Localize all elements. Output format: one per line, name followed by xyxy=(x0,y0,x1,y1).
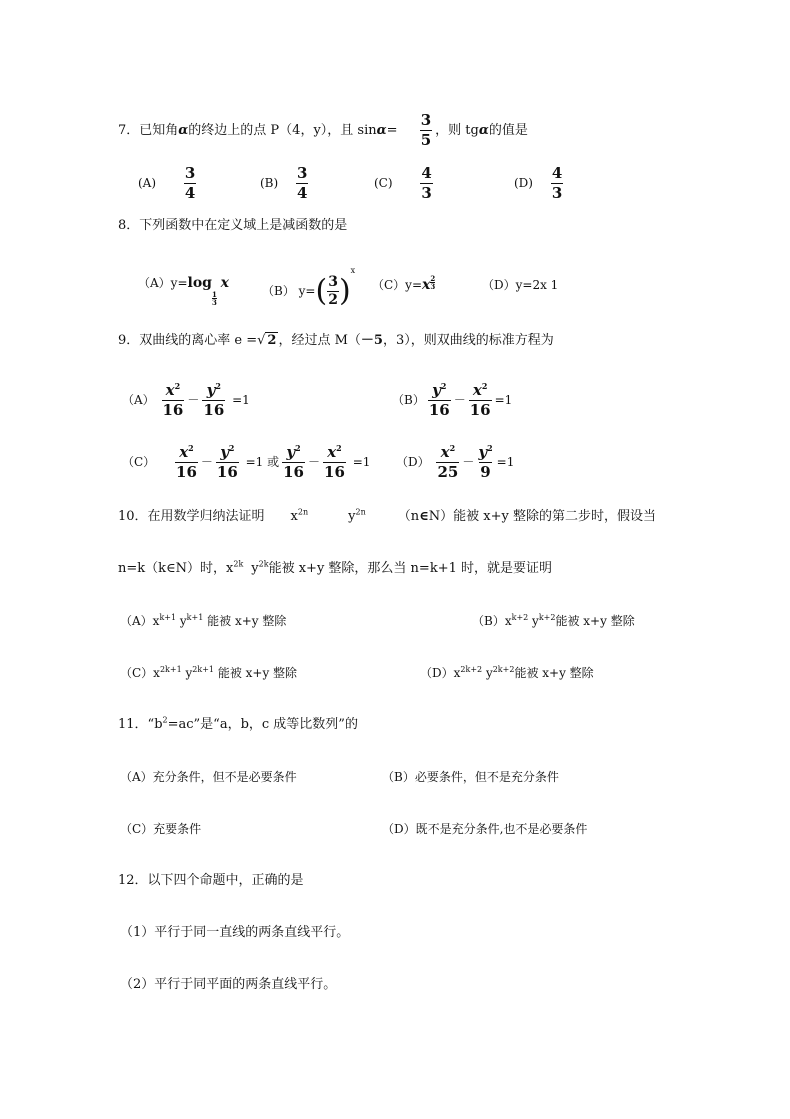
exponent: k+2 xyxy=(511,613,529,622)
q11-stem-text-b: =ac”是“a，b，c 成等比数列”的 xyxy=(167,717,358,732)
equals-one: =1 xyxy=(496,455,515,469)
equals-one: =1 xyxy=(352,455,371,469)
fraction-denominator: 16 xyxy=(203,401,225,419)
variable-x: x xyxy=(440,443,450,461)
q10-line2-text-a: n=k（k∈N）时，x xyxy=(118,561,234,576)
variable-y: y xyxy=(348,509,356,524)
fraction-denominator: 25 xyxy=(437,463,459,481)
exponent-fraction xyxy=(430,275,435,290)
exponent: 2 xyxy=(481,381,488,391)
q8-option-d[interactable]: （D）y=2x 1 xyxy=(482,278,559,292)
option-label: (C) xyxy=(374,176,393,190)
q11-option-c[interactable]: （C）充要条件 xyxy=(120,822,202,836)
fraction-numerator: 4 xyxy=(421,164,432,182)
variable-x: x xyxy=(165,381,175,399)
paren-right: ) xyxy=(338,273,351,309)
option-fraction xyxy=(175,444,198,481)
fraction-denominator: 3 xyxy=(551,184,563,202)
q7-stem-text-b: 的终边上的点 P（4，y），且 sin xyxy=(188,123,377,138)
fraction-denominator: 16 xyxy=(469,401,491,419)
option-fraction xyxy=(216,444,239,481)
exponent: 2k+1 xyxy=(159,665,182,674)
variable-x: x xyxy=(472,381,482,399)
option-fraction xyxy=(428,382,451,419)
equals-one: =1 xyxy=(232,393,250,407)
fraction-denominator: 9 xyxy=(480,463,491,481)
fraction-denominator: 16 xyxy=(428,401,450,419)
option-tail: 能被 x+y 整除 xyxy=(214,666,298,680)
option-fraction xyxy=(323,444,346,481)
q10-line2-text-c: 能被 x+y 整除，那么当 n=k+1 时，就是要证明 xyxy=(268,561,552,576)
option-fraction xyxy=(184,165,196,202)
option-label: （B） y= xyxy=(262,284,316,298)
minus-sign: － xyxy=(453,393,466,407)
log-symbol: log xyxy=(187,275,212,291)
exponent-denominator: 3 xyxy=(430,282,436,291)
exponent: 2 xyxy=(174,381,181,391)
exponent: 2 xyxy=(188,443,194,453)
variable-y: y xyxy=(181,666,193,680)
fraction-numerator: 4 xyxy=(551,164,563,182)
variable-x: x xyxy=(290,509,298,524)
option-label: （C）y= xyxy=(372,278,423,292)
q10-stem-text-a: 10．在用数学归纳法证明 xyxy=(118,509,265,524)
option-label: （D）x xyxy=(420,666,461,680)
exponent-numerator: 2 xyxy=(430,274,436,283)
minus-sign: － xyxy=(200,455,213,469)
equals-one: =1 xyxy=(494,393,513,407)
q7-stem-text-a: 7．已知角 xyxy=(118,123,179,138)
variable-x: x xyxy=(179,443,189,461)
option-label: （A）y= xyxy=(138,276,188,290)
point-x-value: －5 xyxy=(360,333,383,348)
sqrt-symbol: √ 2 xyxy=(257,333,277,348)
option-label: （B） xyxy=(392,393,425,407)
exponent: k+1 xyxy=(186,613,204,622)
q9-option-a[interactable] xyxy=(122,382,250,419)
q7-option-a[interactable] xyxy=(138,165,199,202)
fraction-denominator: 16 xyxy=(283,463,304,481)
fraction-numerator: 3 xyxy=(297,164,308,182)
q9-stem-text-b: ，经过点 M（ xyxy=(278,333,361,348)
fraction-denominator: 4 xyxy=(297,184,308,202)
option-label: （C）x xyxy=(120,666,160,680)
log-base-denominator: 3 xyxy=(211,298,217,307)
fraction-denominator: 16 xyxy=(216,463,238,481)
option-fraction xyxy=(436,444,459,481)
exponent: 2n xyxy=(297,507,309,517)
q7-stem xyxy=(118,112,528,149)
q11-stem-text-a: 11．“b xyxy=(118,717,163,732)
fraction-numerator: 3 xyxy=(184,164,196,182)
q9-option-b[interactable] xyxy=(392,382,512,419)
variable-y: y xyxy=(286,443,296,461)
q10-option-c[interactable] xyxy=(120,665,297,681)
exponent: 2k+2 xyxy=(492,665,515,674)
option-label: (B) xyxy=(260,176,279,190)
q9-option-c[interactable] xyxy=(122,444,370,481)
option-fraction xyxy=(202,382,225,419)
q11-option-a[interactable]: （A）充分条件，但不是必要条件 xyxy=(120,770,297,784)
exponent: 2 xyxy=(336,443,342,453)
exponent: 2 xyxy=(295,443,301,453)
minus-sign: － xyxy=(187,393,200,407)
option-tail: 能被 x+y 整除 xyxy=(555,614,635,628)
option-tail: 能被 x+y 整除 xyxy=(203,614,287,628)
paren-left: ( xyxy=(315,273,328,309)
exponent: 2k xyxy=(233,559,244,569)
q10-stem-line1 xyxy=(118,509,656,525)
q11-option-b[interactable]: （B）必要条件，但不是充分条件 xyxy=(382,770,559,784)
q7-stem-text-e: 的值是 xyxy=(488,123,528,138)
option-label: （C） xyxy=(122,455,156,469)
q7-stem-text-d: ，则 tg xyxy=(435,123,479,138)
option-label: （B）x xyxy=(472,614,512,628)
q10-option-d[interactable] xyxy=(420,665,594,681)
q9-stem-text-c: ，3），则双曲线的标准方程为 xyxy=(382,333,554,348)
q9-option-d[interactable] xyxy=(396,444,514,481)
q10-option-b[interactable] xyxy=(472,613,635,629)
option-fraction xyxy=(282,444,305,481)
fraction-denominator: 2 xyxy=(328,292,338,308)
q11-option-d[interactable]: （D）既不是充分条件,也不是必要条件 xyxy=(382,822,588,836)
q9-stem xyxy=(118,333,554,349)
exponent: x xyxy=(350,266,356,275)
q8-option-b[interactable] xyxy=(262,266,356,309)
fraction-denominator: 3 xyxy=(421,184,432,202)
variable-y: y xyxy=(220,443,229,461)
exponent: k+1 xyxy=(159,613,177,622)
option-label: （A） xyxy=(122,393,155,407)
q8-option-a[interactable] xyxy=(138,275,229,306)
q10-stem-text-c: N）能被 x+y 整除的第二步时，假设当 xyxy=(428,509,656,524)
variable-y: y xyxy=(251,561,259,576)
q10-stem-line2 xyxy=(118,561,552,577)
element-of-symbol: ∈ xyxy=(419,509,429,524)
fraction-denominator: 16 xyxy=(176,463,197,481)
option-fraction xyxy=(327,275,339,308)
variable-x: x xyxy=(422,277,431,293)
fraction-denominator: 16 xyxy=(162,401,184,419)
variable-y: y xyxy=(206,381,216,399)
exponent: k+2 xyxy=(538,613,556,622)
option-label: (A) xyxy=(138,176,157,190)
q12-item-2: （2）平行于同平面的两条直线平行。 xyxy=(120,977,337,992)
option-fraction xyxy=(162,382,185,419)
fraction-denominator: 16 xyxy=(324,463,345,481)
exponent: 2 xyxy=(440,381,447,391)
variable-y: y xyxy=(478,443,488,461)
fraction-denominator: 5 xyxy=(420,131,432,149)
equals-one-or: =1 或 xyxy=(245,455,280,469)
q12-item-1: （1）平行于同一直线的两条直线平行。 xyxy=(120,925,350,940)
sqrt-radicand: 2 xyxy=(267,333,277,348)
exponent: 2k xyxy=(258,559,269,569)
variable-y: y xyxy=(482,666,493,680)
variable-y: y xyxy=(432,381,441,399)
q7-option-c[interactable] xyxy=(374,165,436,202)
option-label: （A）x xyxy=(120,614,160,628)
minus-sign: － xyxy=(462,455,475,469)
exponent: 2k+1 xyxy=(192,665,215,674)
option-fraction xyxy=(477,444,493,481)
exponent: 2 xyxy=(162,715,168,725)
q8-option-c[interactable] xyxy=(372,275,435,293)
q7-option-b[interactable] xyxy=(260,165,311,202)
option-fraction xyxy=(469,382,492,419)
q10-option-a[interactable] xyxy=(120,613,286,629)
variable-y: y xyxy=(176,614,187,628)
log-base xyxy=(212,291,217,306)
option-fraction xyxy=(420,165,432,202)
option-label: (D) xyxy=(514,176,533,190)
exponent: 2 xyxy=(449,443,456,453)
alpha-symbol: α xyxy=(478,123,489,138)
q12-stem: 12．以下四个命题中，正确的是 xyxy=(118,873,304,888)
q7-option-d[interactable] xyxy=(514,165,566,202)
variable-x: x xyxy=(220,275,230,291)
exponent: 2 xyxy=(487,443,493,453)
exponent: 2 xyxy=(228,443,235,453)
exponent: 2n xyxy=(355,507,366,517)
alpha-symbol: α xyxy=(376,123,387,138)
option-tail: 能被 x+y 整除 xyxy=(514,666,594,680)
fraction-denominator: 4 xyxy=(184,184,196,202)
q10-stem-text-b: （n xyxy=(397,509,420,524)
q11-stem xyxy=(118,717,358,733)
exponent: 2 xyxy=(215,381,221,391)
fraction-numerator: 3 xyxy=(328,274,338,290)
log-base-numerator: 1 xyxy=(211,290,217,299)
option-fraction xyxy=(551,165,563,202)
option-fraction xyxy=(296,165,308,202)
alpha-symbol: α xyxy=(178,123,189,138)
exponent: 2k+2 xyxy=(460,665,483,674)
fraction-numerator: 3 xyxy=(420,111,432,129)
q8-stem: 8．下列函数中在定义域上是减函数的是 xyxy=(118,218,348,233)
variable-y: y xyxy=(528,614,539,628)
minus-sign: － xyxy=(308,455,321,469)
q7-fraction xyxy=(420,112,432,149)
option-label: （D） xyxy=(396,455,430,469)
q7-stem-equals: = xyxy=(386,123,398,138)
q9-stem-text-a: 9．双曲线的离心率 e = xyxy=(118,333,258,348)
variable-x: x xyxy=(327,443,337,461)
